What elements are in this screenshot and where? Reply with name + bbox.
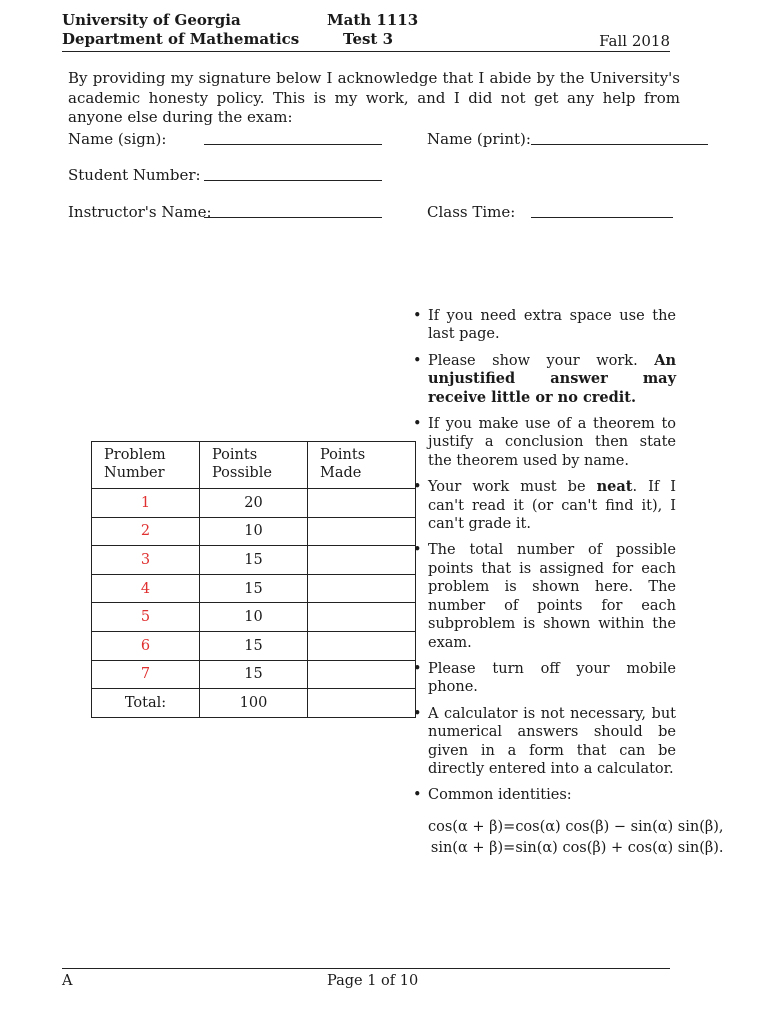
identity-rhs: cos(α) cos(β) − sin(α) sin(β), [515, 818, 724, 835]
total-made-cell[interactable] [308, 689, 416, 718]
identity-equals: = [503, 818, 516, 835]
bullet-icon: • [413, 542, 422, 559]
identity-row [428, 838, 724, 859]
problem-number: 5 [92, 603, 200, 632]
header-points-made: Points Made [308, 442, 416, 489]
name-print-label: Name (print): [427, 130, 531, 148]
instructor-name-label: Instructor's Name: [68, 203, 212, 221]
bullet-icon: • [413, 416, 422, 433]
class-time-line[interactable] [531, 217, 673, 218]
points-possible: 10 [200, 517, 308, 546]
problem-number: 6 [92, 631, 200, 660]
table-row [92, 489, 416, 518]
term: Fall 2018 [599, 32, 670, 50]
identity-row [428, 817, 724, 838]
list-item: • Please turn off your mobile phone. [413, 660, 676, 696]
instructor-name-line[interactable] [204, 217, 382, 218]
bullet-icon: • [413, 479, 422, 496]
identity-equals: = [503, 839, 516, 856]
name-print-line[interactable] [531, 144, 708, 145]
list-item: • If you make use of a theorem to justify a conclusion then state the theorem used by name. [413, 416, 676, 469]
class-time-label: Class Time: [427, 203, 516, 221]
table-row [92, 631, 416, 660]
footer-rule [62, 968, 670, 969]
identity-lhs: cos(α + β) [428, 818, 504, 835]
score-table [91, 441, 416, 718]
list-item: • If you need extra space use the last page. [413, 308, 676, 343]
instructions [411, 307, 724, 867]
points-made-cell[interactable] [308, 603, 416, 632]
problem-number: 3 [92, 546, 200, 575]
bullet-icon: • [413, 787, 422, 804]
points-made-cell[interactable] [308, 660, 416, 689]
list-item: • The total number of possible points that is assigned for each problem is shown here. The number of points for each subproblem is shown within the exam. [413, 542, 676, 651]
points-possible: 15 [200, 660, 308, 689]
name-sign-line[interactable] [204, 144, 382, 145]
identity-rhs: sin(α) cos(β) + cos(α) sin(β). [515, 839, 724, 856]
points-possible: 15 [200, 631, 308, 660]
header-problem-number: Problem Number [92, 442, 200, 489]
points-made-cell[interactable] [308, 517, 416, 546]
name-sign-label: Name (sign): [68, 130, 167, 148]
table-row [92, 546, 416, 575]
problem-number: 4 [92, 574, 200, 603]
table-row [92, 603, 416, 632]
score-table-header [92, 442, 416, 489]
points-possible: 15 [200, 574, 308, 603]
points-made-cell[interactable] [308, 546, 416, 575]
university-name: University of Georgia [62, 11, 241, 29]
problem-number: 7 [92, 660, 200, 689]
problem-number: 1 [92, 489, 200, 518]
student-number-line[interactable] [204, 180, 382, 181]
points-possible: 15 [200, 546, 308, 575]
bullet-icon: • [413, 705, 422, 722]
points-possible: 20 [200, 489, 308, 518]
table-row [92, 517, 416, 546]
course-title: Math 1113 [327, 11, 419, 29]
list-item: • Common identities: cos(α + β) = cos(α) cos(β) − sin(α) sin(β), sin(α + β) = sin(α) cos(β) + cos(α) sin(β). [411, 786, 676, 858]
header-rule [62, 51, 670, 52]
honesty-acknowledgement: By providing my signature below I acknowledge that I abide by the University's academic honesty policy. This is my work, and I did not get any help from anyone else during the exam: [68, 69, 680, 126]
test-title: Test 3 [343, 30, 394, 48]
total-value: 100 [200, 689, 308, 718]
bullet-icon: • [413, 660, 422, 677]
department-name: Department of Mathematics [62, 30, 300, 48]
table-row-total [92, 689, 416, 718]
list-item: • Your work must be neat. If I can't read it (or can't find it), I can't grade it. [413, 478, 677, 533]
student-number-label: Student Number: [68, 166, 201, 184]
points-made-cell[interactable] [308, 574, 416, 603]
table-row [92, 660, 416, 689]
page-number: Page 1 of 10 [327, 973, 419, 989]
list-item: • A calculator is not necessary, but numerical answers should be given in a form that can be directly entered into a calculator. [413, 705, 676, 777]
table-row [92, 574, 416, 603]
points-made-cell[interactable] [308, 489, 416, 518]
exam-version: A [62, 973, 73, 989]
list-item: • Please show your work. An unjustified answer may receive little or no credit. [413, 351, 676, 406]
header-points-possible: Points Possible [200, 442, 308, 489]
bullet-icon: • [413, 308, 422, 324]
points-possible: 10 [200, 603, 308, 632]
bullet-icon: • [413, 352, 422, 369]
identity-lhs: sin(α + β) [430, 839, 504, 856]
problem-number: 2 [92, 517, 200, 546]
total-label: Total: [92, 689, 200, 718]
points-made-cell[interactable] [308, 631, 416, 660]
